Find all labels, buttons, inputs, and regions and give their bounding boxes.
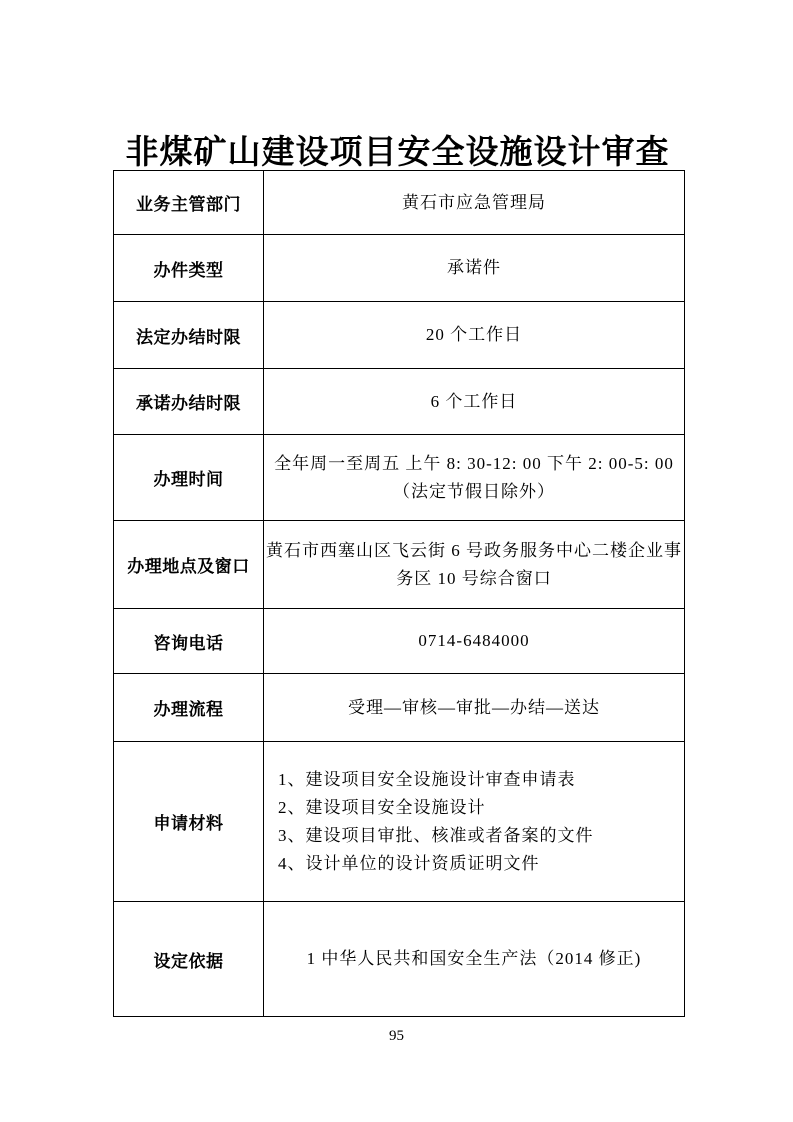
row-value xyxy=(264,435,685,521)
row-label: 法定办结时限 xyxy=(114,302,264,369)
row-label: 办理流程 xyxy=(114,674,264,742)
row-label: 办理地点及窗口 xyxy=(114,521,264,609)
row-label: 设定依据 xyxy=(114,902,264,1017)
row-label: 咨询电话 xyxy=(114,609,264,674)
material-item: 1、建设项目安全设施设计审查申请表 xyxy=(278,769,576,789)
row-value: 0714-6484000 xyxy=(264,609,685,674)
row-label: 承诺办结时限 xyxy=(114,369,264,435)
service-info-table xyxy=(113,170,685,1017)
table-row xyxy=(114,235,685,302)
row-value xyxy=(264,742,685,902)
material-item: 3、建设项目审批、核准或者备案的文件 xyxy=(278,825,594,845)
table-row xyxy=(114,302,685,369)
table-row xyxy=(114,171,685,235)
row-value: 1 中华人民共和国安全生产法（2014 修正) xyxy=(264,902,685,1017)
row-value: 20 个工作日 xyxy=(264,302,685,369)
table-row xyxy=(114,674,685,742)
row-label: 业务主管部门 xyxy=(114,171,264,235)
row-value: 6 个工作日 xyxy=(264,369,685,435)
row-label: 申请材料 xyxy=(114,742,264,902)
row-value: 黄石市西塞山区飞云街 6 号政务服务中心二楼企业事务区 10 号综合窗口 xyxy=(264,521,685,609)
row-value: 承诺件 xyxy=(264,235,685,302)
table-row xyxy=(114,902,685,1017)
value-line: 全年周一至周五 上午 8: 30-12: 00 下午 2: 00-5: 00 xyxy=(274,453,674,473)
table-row xyxy=(114,435,685,521)
material-item: 4、设计单位的设计资质证明文件 xyxy=(278,853,540,873)
table-row xyxy=(114,609,685,674)
row-value: 黄石市应急管理局 xyxy=(264,171,685,235)
material-item: 2、建设项目安全设施设计 xyxy=(278,797,486,817)
table-row xyxy=(114,742,685,902)
row-label: 办理时间 xyxy=(114,435,264,521)
row-value: 受理—审核—审批—办结—送达 xyxy=(264,674,685,742)
value-line: （法定节假日除外） xyxy=(393,481,555,501)
table-row xyxy=(114,369,685,435)
table-row xyxy=(114,521,685,609)
page-number: 95 xyxy=(389,1028,404,1044)
row-label: 办件类型 xyxy=(114,235,264,302)
page-title: 非煤矿山建设项目安全设施设计审查 xyxy=(125,135,670,171)
